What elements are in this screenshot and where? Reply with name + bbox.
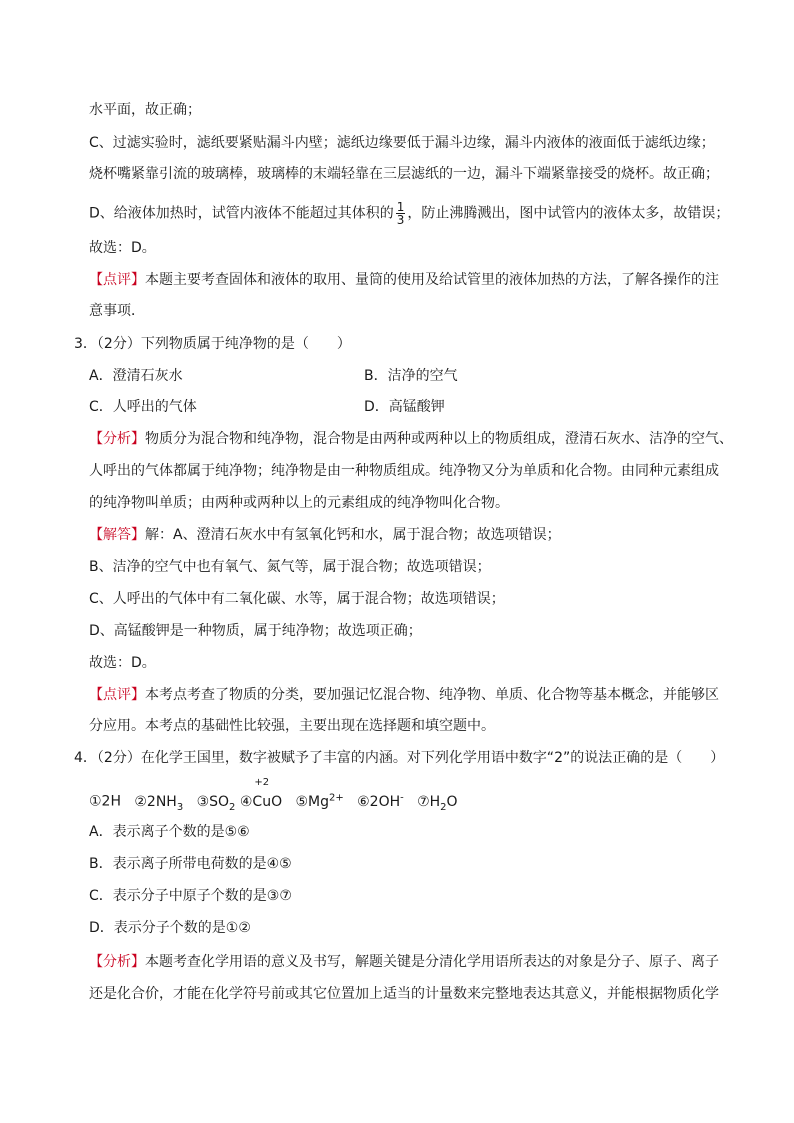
formula-1: ①2H xyxy=(89,793,121,810)
analysis-tag: 【分析】 xyxy=(89,431,145,447)
q3-option-b: B．洁净的空气 xyxy=(364,368,458,384)
q3-analysis: 【分析】物质分为混合物和纯净物，混合物是由两种或两种以上的物质组成，澄清石灰水、洁净的空气、 xyxy=(89,431,733,447)
text-line: 水平面，故正确； xyxy=(89,102,201,118)
analysis-tag: 【分析】 xyxy=(89,954,145,970)
q3-option-a: A．澄清石灰水 xyxy=(89,368,183,384)
formula-7: $⑦H_2O$ xyxy=(417,793,458,813)
q3-option-c: C．人呼出的气体 xyxy=(89,399,197,415)
text-line: D、高锰酸钾是一种物质，属于纯净物；故选项正确； xyxy=(89,623,422,639)
formula-3: $③SO_2$ xyxy=(196,793,236,813)
text-line-fraction: D、给液体加热时，试管内液体不能超过其体积的 $\frac{1}{3}$ ，防止沸腾溅出，图中试管内的液体太多，故错误； xyxy=(89,200,730,227)
comment-line: 【点评】本题主要考查固体和液体的取用、量筒的使用及给试管里的液体加热的方法，了解各操作的注 xyxy=(89,272,719,288)
formula-6: ⑥2OH- xyxy=(357,792,404,810)
text-line: 故选：D。 xyxy=(89,240,156,256)
q3-comment: 【点评】本考点考查了物质的分类，要加强记忆混合物、纯净物、单质、化合物等基本概念，并能够区 xyxy=(89,687,719,703)
q4-option-d: D．表示分子个数的是①② xyxy=(89,920,251,936)
answer-tag: 【解答】 xyxy=(89,527,145,543)
fraction-one-third: $\frac{1}{3}$ xyxy=(396,200,405,227)
text-line: B、洁净的空气中也有氧气、氮气等，属于混合物；故选项错误； xyxy=(89,559,491,575)
text-line: C、过滤实验时，滤纸要紧贴漏斗内壁；滤纸边缘要低于漏斗边缘，漏斗内液体的液面低于滤纸边缘； xyxy=(89,135,715,151)
formula-4: ④ +2 CuO xyxy=(239,776,283,810)
chemical-formulas xyxy=(89,776,458,817)
q4-analysis: 【分析】本题考查化学用语的意义及书写，解题关键是分清化学用语所表达的对象是分子、原子、离子 xyxy=(89,954,719,970)
comment-tag: 【点评】 xyxy=(89,687,145,703)
question-4-stem: 4．（2分）在化学王国里，数字被赋予了丰富的内涵。对下列化学用语中数字“2”的说法正确的是（ ） xyxy=(74,750,725,766)
text-line: 的纯净物叫单质；由两种或两种以上的元素组成的纯净物叫化合物。 xyxy=(89,495,509,511)
comment-tag: 【点评】 xyxy=(89,272,145,288)
text-line: 意事项． xyxy=(89,303,145,319)
text-line: C、人呼出的气体中有二氧化碳、水等，属于混合物；故选项错误； xyxy=(89,591,505,607)
question-3-stem: 3．（2分）下列物质属于纯净物的是（ ） xyxy=(74,336,351,352)
q4-option-c: C．表示分子中原子个数的是③⑦ xyxy=(89,888,292,904)
q3-answer: 【解答】解：A、澄清石灰水中有氢氧化钙和水，属于混合物；故选项错误； xyxy=(89,527,561,543)
formula-2: $②2NH_3$ xyxy=(134,793,184,813)
text-line: 烧杯嘴紧靠引流的玻璃棒，玻璃棒的末端轻靠在三层滤纸的一边，漏斗下端紧靠接受的烧杯。故正确； xyxy=(89,166,719,182)
text-line: 故选：D。 xyxy=(89,655,156,671)
formula-5: $⑤Mg^{2+}$ xyxy=(295,792,344,810)
text-line: 分应用。本考点的基础性比较强，主要出现在选择题和填空题中。 xyxy=(89,718,495,734)
q3-option-d: D．高锰酸钾 xyxy=(364,399,445,415)
q4-option-a: A．表示离子个数的是⑤⑥ xyxy=(89,824,250,840)
text-line: 还是化合价，才能在化学符号前或其它位置加上适当的计量数来完整地表达其意义，并能根据物质化学 xyxy=(89,986,719,1002)
q4-option-b: B．表示离子所带电荷数的是④⑤ xyxy=(89,856,292,872)
text-line: 人呼出的气体都属于纯净物；纯净物是由一种物质组成。纯净物又分为单质和化合物。由同种元素组成 xyxy=(89,463,719,479)
